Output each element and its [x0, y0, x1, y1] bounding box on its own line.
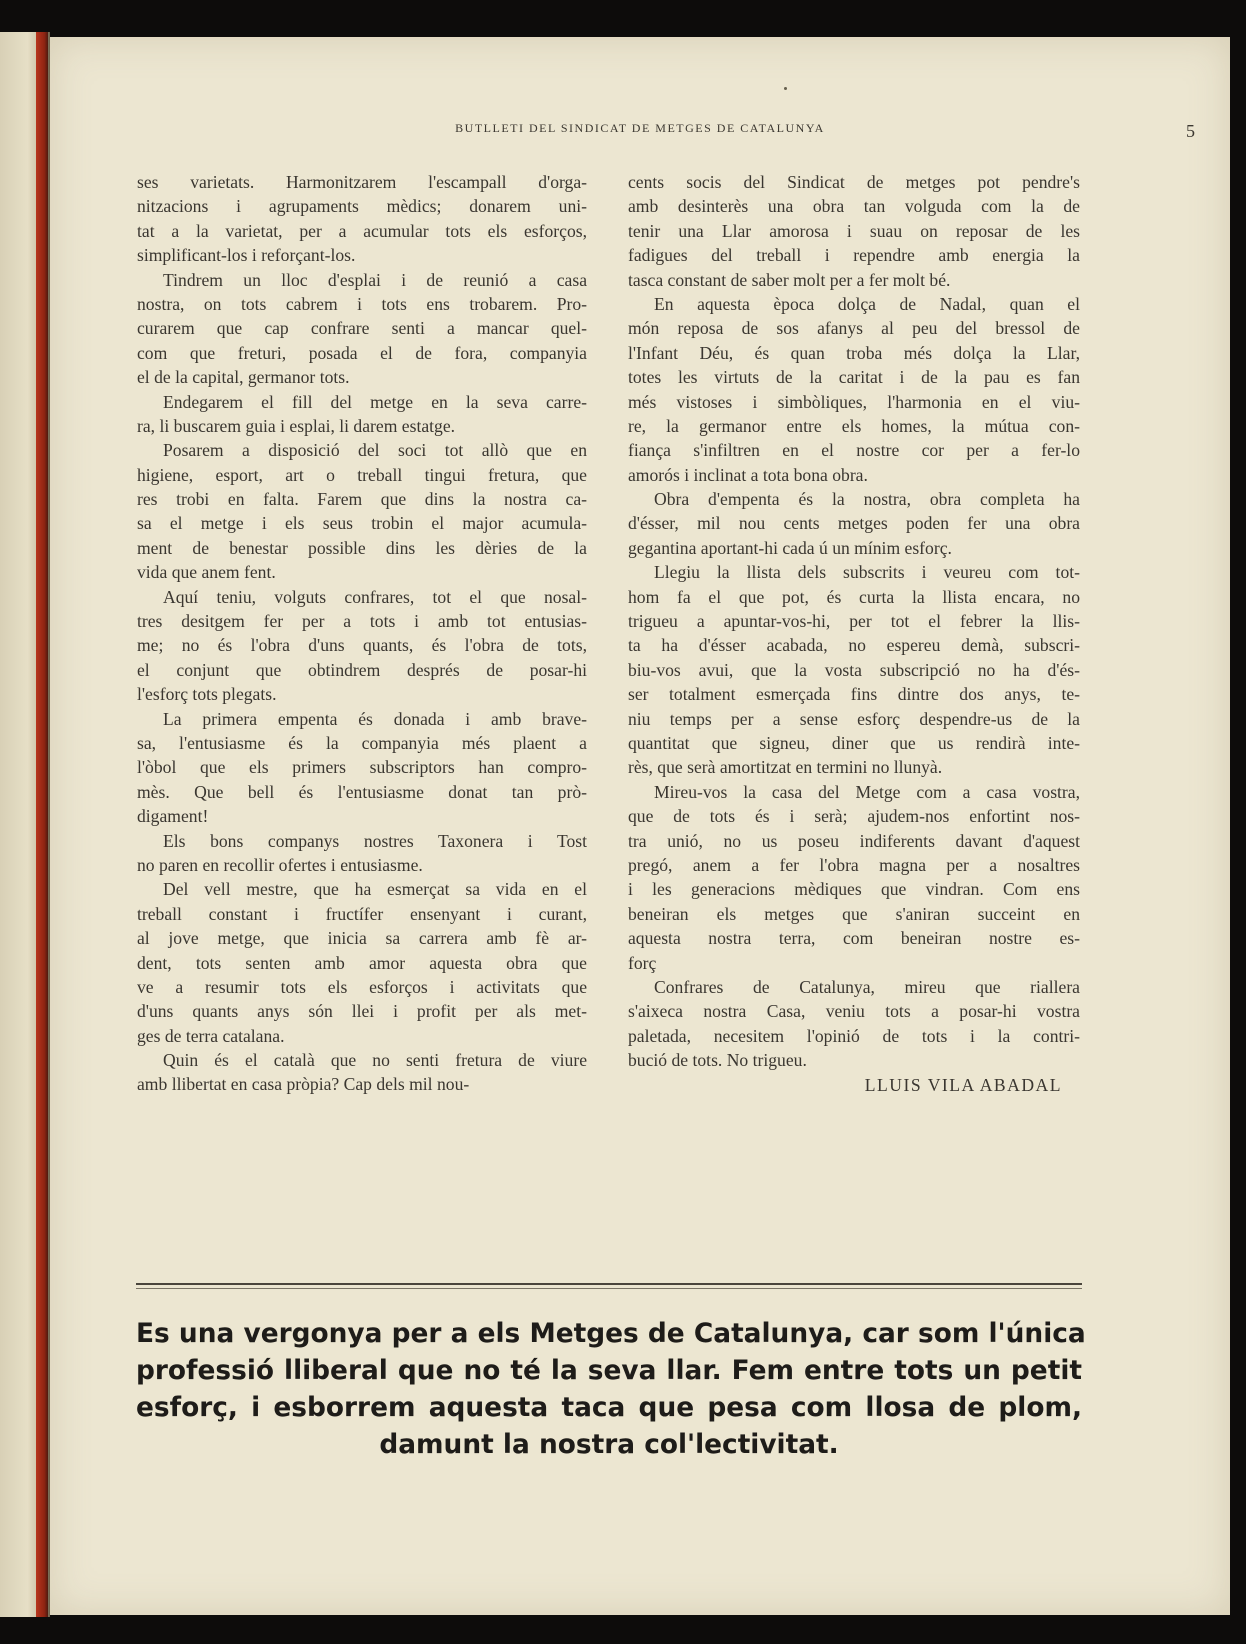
text-line: ta ha d'ésser acabada, no espereu demà, subscri-: [628, 635, 1080, 656]
text-line: trigueu a apuntar-vos-hi, per tot el febrer la llis-: [628, 611, 1080, 632]
text-line: sa el metge i els seus trobin el major acumula-: [137, 513, 587, 534]
text-line: Els bons companys nostres Taxonera i Tost: [163, 830, 587, 851]
text-line: ment de benestar possible dins les dèries de la: [137, 537, 587, 558]
text-line: el conjunt que obtindrem després de posar-hi: [137, 659, 587, 680]
text-line: higiene, esport, art o treball tingui fretura, que: [137, 464, 587, 485]
text-line: cents socis del Sindicat de metges pot pendre's: [628, 172, 1080, 192]
right-column-text: [628, 170, 1080, 1072]
text-line: forç: [628, 952, 657, 973]
footer-notice: [136, 1315, 1086, 1463]
text-line: Endegarem el fill del metge en la seva carre-: [163, 391, 587, 412]
text-line: pregó, anem a fer l'obra magna per a nosaltres: [628, 854, 1080, 875]
text-line: món reposa de sos afanys al peu del bressol de: [628, 318, 1080, 339]
text-line: Confrares de Catalunya, mireu que riallera: [654, 976, 1080, 997]
text-line: d'ésser, mil nou cents metges poden fer una obra: [628, 513, 1080, 534]
text-line: ser totalment esmerçada fins dintre dos anys, te-: [628, 684, 1080, 705]
text-line: amb desinterès una obra tan volguda com la de: [628, 196, 1080, 217]
text-line: sa, l'entusiasme és la companyia més plaent a: [137, 732, 587, 753]
text-line: simplificant-los i reforçant-los.: [137, 245, 356, 266]
text-line: paletada, necesitem l'opinió de tots i la contri-: [628, 1025, 1080, 1046]
text-line: Mireu-vos la casa del Metge com a casa vostra,: [654, 781, 1080, 802]
text-line: d'uns quants anys són llei i profit per als met-: [137, 1001, 587, 1022]
text-line: tres desitgem fer per a tots i amb tot entusias-: [137, 611, 587, 632]
text-line: com que freturi, posada el de fora, companyia: [137, 342, 587, 363]
text-line: ses varietats. Harmonitzarem l'escampall d'orga-: [137, 172, 587, 192]
text-line: tat a la varietat, per a acumular tots els esforços,: [137, 220, 587, 241]
text-line: Llegiu la llista dels subscrits i veureu com tot-: [654, 562, 1080, 583]
text-line: nitzacions i agrupaments mèdics; donarem uni-: [137, 196, 587, 217]
scan-speck: [784, 87, 787, 90]
text-line: Del vell mestre, que ha esmerçat sa vida en el: [163, 879, 587, 900]
separator-rule-thin: [136, 1288, 1082, 1289]
text-line: més vistoses i simbòliques, l'harmonia en el viu-: [628, 391, 1080, 412]
text-line: Tindrem un lloc d'esplai i de reunió a casa: [163, 269, 587, 290]
text-line: tasca constant de saber molt per a fer molt bé.: [628, 269, 951, 290]
text-line: i les generacions mèdiques que vindran. Com ens: [628, 879, 1080, 900]
text-line: rès, que serà amortitzat en termini no llunyà.: [628, 757, 943, 778]
text-line: La primera empenta és donada i amb brave-: [163, 708, 587, 729]
text-line: el de la capital, germanor tots.: [137, 367, 350, 388]
text-line: curarem que cap confrare senti a mancar quel-: [137, 318, 587, 339]
text-line: dent, tots senten amb amor aquesta obra que: [137, 952, 587, 973]
text-line: tenir una Llar amorosa i suau on reposar de les: [628, 220, 1080, 241]
text-line: bució de tots. No trigueu.: [628, 1050, 807, 1071]
text-line: l'Infant Déu, és quan troba més dolça la Llar,: [628, 342, 1080, 363]
text-line: amb llibertat en casa pròpia? Cap dels mil nou-: [137, 1074, 470, 1095]
text-line: Quin és el català que no senti fretura de viure: [163, 1050, 587, 1071]
text-line: beneiran els metges que s'aniran succeint en: [628, 903, 1080, 924]
text-line: nostra, on tots cabrem i tots ens trobarem. Pro-: [137, 293, 587, 314]
text-line: fiança s'infiltren en el nostre cor per a fer-lo: [628, 440, 1080, 461]
text-line: Posarem a disposició del soci tot allò que en: [163, 440, 587, 461]
text-line: ra, li buscarem guia i esplai, li darem estatge.: [137, 415, 456, 436]
separator-rule: [136, 1283, 1082, 1285]
notice-line: esforç, i esborrem aquesta taca que pesa com llosa de plom,: [136, 1392, 1082, 1423]
text-line: aquesta nostra terra, com beneiran nostre es-: [628, 928, 1080, 949]
text-line: al jove metge, que inicia sa carrera amb fè ar-: [137, 928, 587, 949]
text-line: amorós i inclinat a tota bona obra.: [628, 464, 868, 485]
text-line: totes les virtuts de la caritat i de la pau es fan: [628, 367, 1080, 388]
text-line: hom fa el que pot, és curta la llista encara, no: [628, 586, 1080, 607]
text-line: digament!: [137, 806, 209, 827]
text-line: no paren en recollir ofertes i entusiasme.: [137, 854, 423, 875]
text-line: me; no és l'obra d'uns quants, és l'obra de tots,: [137, 635, 587, 656]
text-line: re, la germanor entre els homes, la mútua con-: [628, 415, 1080, 436]
book-binding: [36, 32, 48, 1617]
text-line: mès. Que bell és l'entusiasme donat tan prò-: [137, 781, 587, 802]
notice-line: Es una vergonya per a els Metges de Catalunya, car som l'única: [136, 1318, 1086, 1349]
text-line: vida que anem fent.: [137, 562, 276, 583]
text-line: biu-vos avui, que la vosta subscripció no ha d'és-: [628, 659, 1080, 680]
text-line: res trobi en falta. Farem que dins la nostra ca-: [137, 489, 587, 510]
text-line: l'òbol que els primers subscriptors han compro-: [137, 757, 587, 778]
text-line: fadigues del treball i rependre amb energia la: [628, 245, 1080, 266]
text-line: gegantina aportant-hi cada ú un mínim esforç.: [628, 537, 952, 558]
text-line: Aquí teniu, volguts confrares, tot el que nosal-: [163, 586, 587, 607]
author-signature: LLUIS VILA ABADAL: [864, 1075, 1062, 1096]
text-line: s'aixeca nostra Casa, veniu tots a posar-hi vostra: [628, 1001, 1080, 1022]
text-line: niu temps per a sense esforç despendre-us de la: [628, 708, 1080, 729]
text-line: En aquesta època dolça de Nadal, quan el: [654, 293, 1080, 314]
text-line: ve a resumir tots els esforços i activitats que: [137, 976, 587, 997]
page-number: 5: [1186, 121, 1195, 141]
notice-line: damunt la nostra col'lectivitat.: [379, 1429, 839, 1460]
text-line: treball constant i fructífer ensenyant i curant,: [137, 903, 587, 924]
scanned-page: [50, 37, 1230, 1615]
article-right-column: [628, 170, 1080, 1098]
text-line: que de tots és i serà; ajudem-nos enfortint nos-: [628, 806, 1080, 827]
text-line: ges de terra catalana.: [137, 1025, 285, 1046]
article-left-column: [137, 170, 587, 1097]
text-line: l'esforç tots plegats.: [137, 684, 277, 705]
notice-line: professió lliberal que no té la seva llar. Fem entre tots un petit: [136, 1355, 1082, 1386]
running-header: BUTLLETI DEL SINDICAT DE METGES DE CATALUNYA: [455, 121, 825, 135]
text-line: Obra d'empenta és la nostra, obra completa ha: [654, 489, 1080, 510]
text-line: quantitat que signeu, diner que us rendirà inte-: [628, 732, 1080, 753]
text-line: tra unió, no us poseu indiferents davant d'aquest: [628, 830, 1080, 851]
